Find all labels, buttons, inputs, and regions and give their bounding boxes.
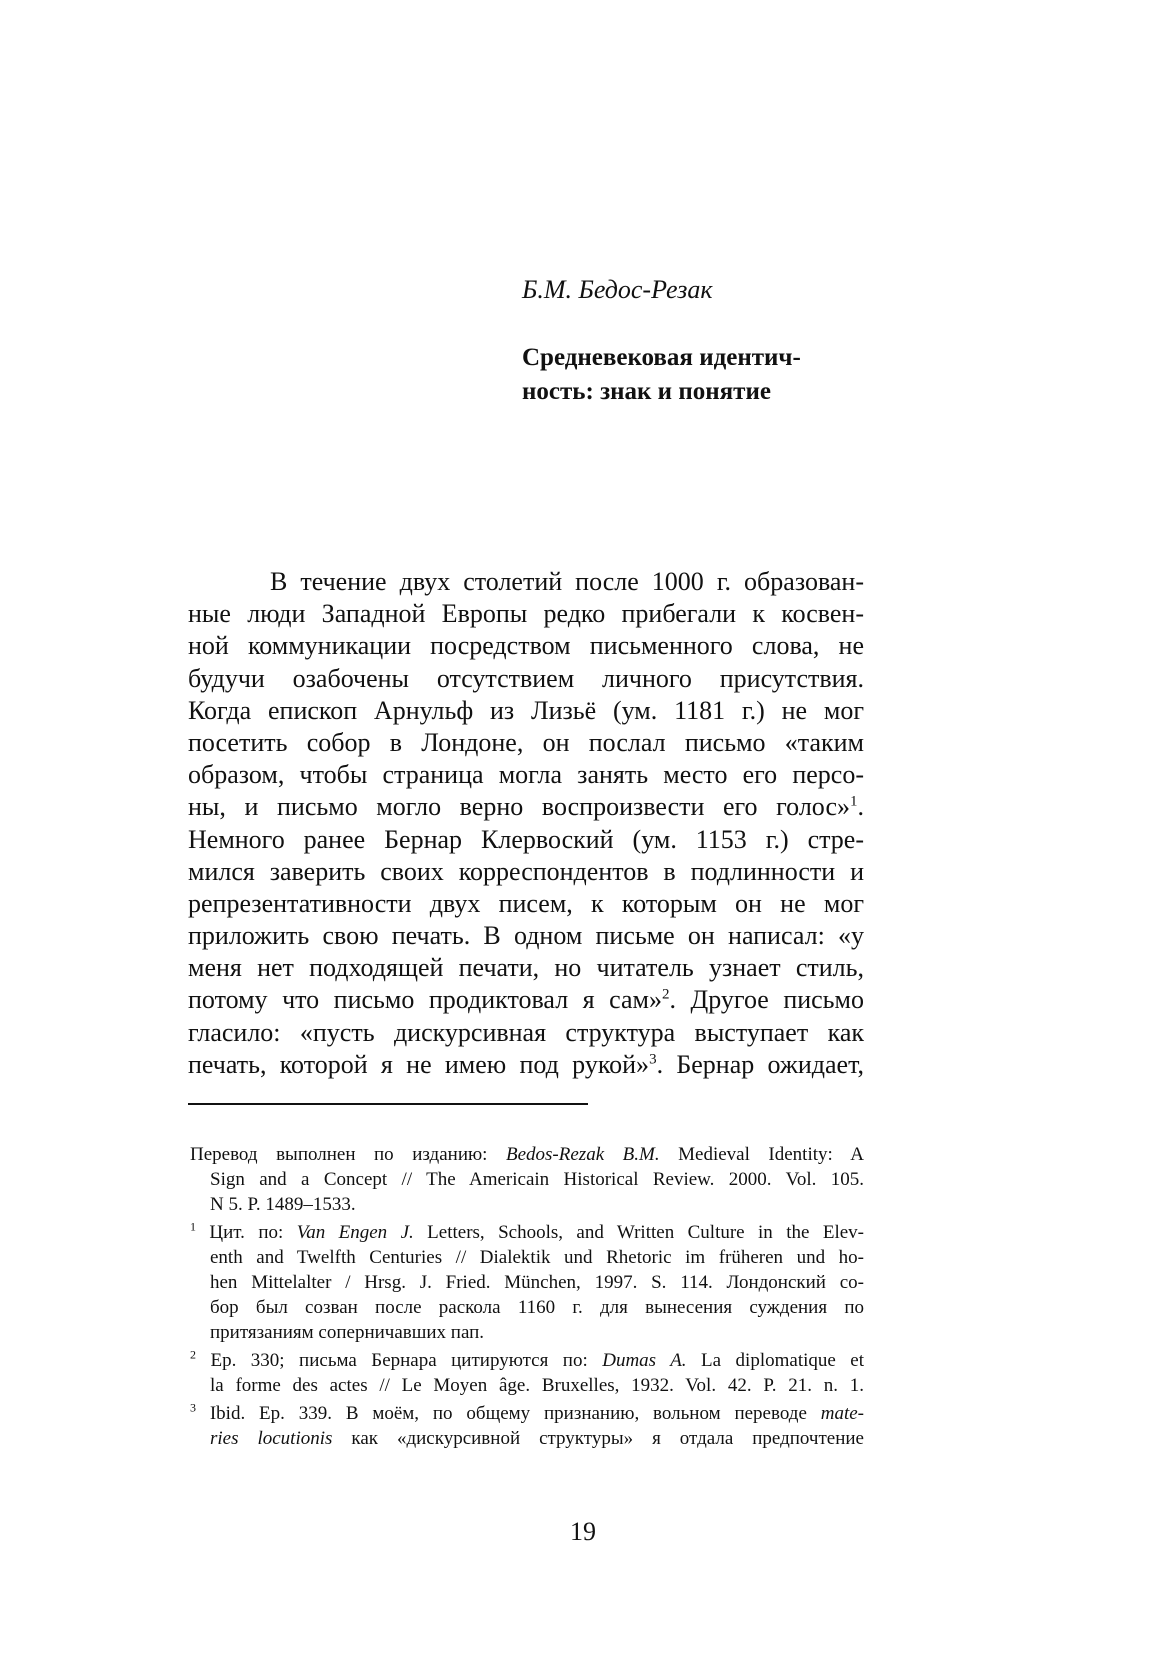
footnote-ref-1[interactable]: 1 [850, 793, 858, 810]
footnote-line [190, 1401, 864, 1426]
footnote-line: N 5. P. 1489–1533. [210, 1194, 356, 1215]
title-line: ность: знак и понятие [522, 378, 771, 405]
body-line: Немного ранее Бернар Клервоский (ум. 1153 г.) стре- [188, 824, 864, 854]
body-paragraph [188, 566, 864, 1081]
body-line-text: печать, которой я не имею под рукой» [188, 1049, 650, 1079]
cited-author: Van Engen J. [296, 1222, 414, 1243]
latin-term: ries locutionis [210, 1428, 333, 1449]
footnote-line: la forme des actes // Le Moyen âge. Bruxelles, 1932. Vol. 42. P. 21. n. 1. [210, 1375, 864, 1396]
body-line-text: . Другое письмо [669, 985, 864, 1015]
translation-note [190, 1142, 864, 1217]
footnote-text: Перевод выполнен по изданию: [190, 1144, 506, 1165]
footnote-text: Ibid. Ep. 339. В моём, по общему признанию, вольном переводе [196, 1403, 821, 1424]
body-line: меня нет подходящей печати, но читатель узнает стиль, [188, 953, 864, 983]
body-line [188, 1049, 864, 1081]
footnote-text: Letters, Schools, and Written Culture in the Elev- [413, 1222, 864, 1243]
footnote-line [190, 1220, 864, 1245]
body-line: ные люди Западной Европы редко прибегали к косвен- [188, 599, 864, 629]
footnote-text: Цит. по: [196, 1222, 297, 1243]
body-line: гласило: «пусть дискурсивная структура выступает как [188, 1017, 864, 1047]
body-line-text: потому что письмо продиктовал я сам» [188, 985, 663, 1015]
body-line: ной коммуникации посредством письменного слова, не [188, 631, 864, 661]
body-line: В течение двух столетий после 1000 г. образован- [270, 567, 864, 596]
footnote-line: бор был созван после раскола 1160 г. для вынесения суждения по [210, 1297, 864, 1318]
footnote-ref-3[interactable]: 3 [649, 1051, 657, 1068]
body-line: посетить собор в Лондоне, он послал письмо «таким [188, 727, 864, 757]
footnote-marker: 3 [190, 1400, 196, 1415]
body-line: репрезентативности двух писем, к которым он не мог [188, 888, 864, 918]
footnote-line: hen Mittelalter / Hrsg. J. Fried. München, 1997. S. 114. Лондонский со- [210, 1272, 864, 1293]
title-line: Средневековая идентич- [522, 344, 801, 371]
footnotes [190, 1142, 864, 1454]
article-author: Б.М. Бедос-Резак [522, 275, 713, 304]
footnote-3 [190, 1401, 864, 1451]
body-line: приложить свою печать. В одном письме он написал: «у [188, 921, 864, 951]
body-line-text: ны, и письмо могло верно воспроизвести его голос» [188, 792, 850, 822]
footnote-line [190, 1426, 864, 1451]
footnote-ref-2[interactable]: 2 [662, 986, 670, 1003]
footnote-marker: 1 [190, 1219, 196, 1234]
footnote-line [190, 1142, 864, 1167]
footnote-line: притязаниям соперничавших пап. [210, 1322, 485, 1343]
footnote-line [190, 1348, 864, 1373]
body-line [188, 791, 864, 823]
footnote-text: как «дискурсивной структуры» я отдала предпочтение [332, 1428, 864, 1449]
body-line: образом, чтобы страница могла занять место его персо- [188, 760, 864, 790]
footnote-2 [190, 1348, 864, 1398]
cited-author: Dumas A. [602, 1350, 687, 1371]
body-line [188, 984, 864, 1016]
footnote-text: La diplomatique et [686, 1350, 864, 1371]
body-line: Когда епископ Арнульф из Лизьё (ум. 1181 г.) не мог [188, 695, 864, 725]
article-title [522, 341, 842, 409]
footnote-marker: 2 [190, 1347, 196, 1362]
footnote-1 [190, 1220, 864, 1345]
footnote-text: Ep. 330; письма Бернара цитируются по: [196, 1350, 603, 1371]
cited-author: Bedos-Rezak B.M. [506, 1144, 660, 1165]
footnote-separator [188, 1103, 588, 1105]
page-number: 19 [570, 1517, 596, 1546]
footnote-line: Sign and a Concept // The Americain Historical Review. 2000. Vol. 105. [210, 1169, 864, 1190]
body-line-text: . Бернар ожидает, [656, 1049, 864, 1079]
footnote-text: Medieval Identity: A [659, 1144, 864, 1165]
body-line: мился заверить своих корреспондентов в подлинности и [188, 856, 864, 886]
body-line-text: . [857, 792, 864, 822]
footnote-line: enth and Twelfth Centuries // Dialektik und Rhetoric im früheren und ho- [210, 1247, 864, 1268]
body-line: будучи озабочены отсутствием личного присутствия. [188, 663, 864, 693]
latin-term: mate- [820, 1403, 864, 1424]
